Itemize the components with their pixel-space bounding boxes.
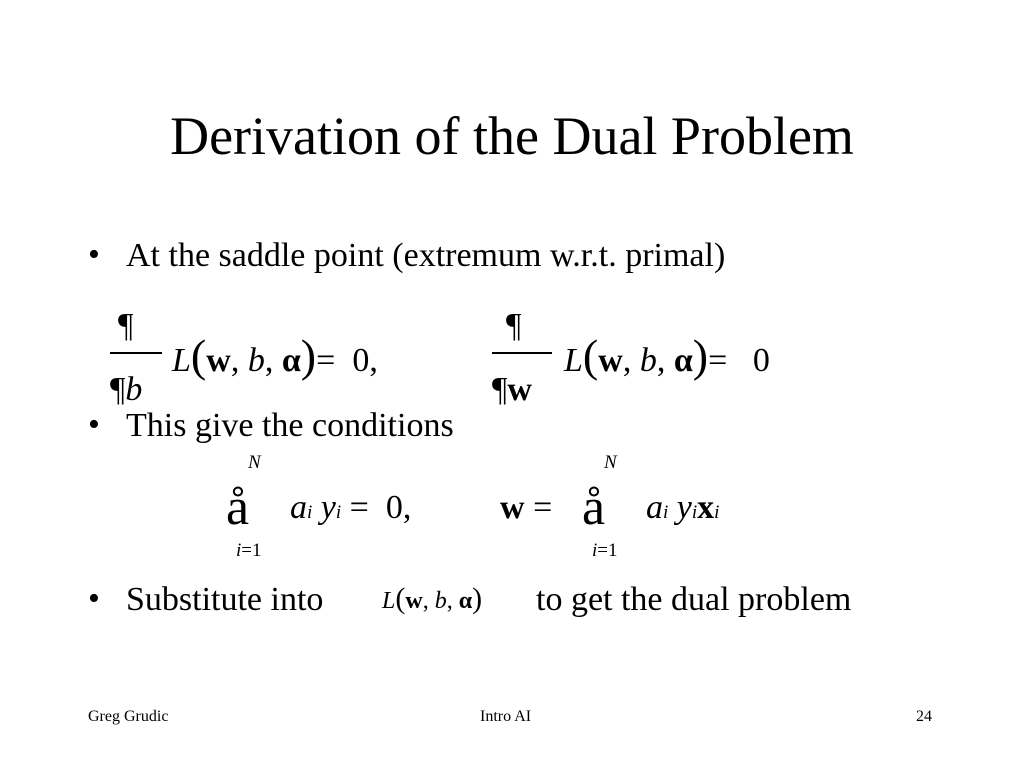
footer-author: Greg Grudic [88, 708, 169, 725]
bullet-marker: • [88, 406, 100, 443]
sum-upper-limit: N [604, 452, 617, 473]
lagrangian-expression: L(w, b, α)= 0, [172, 330, 378, 381]
footer-page-number: 24 [916, 708, 932, 725]
bullet-3-suffix: to get the dual problem [536, 581, 852, 618]
fraction-bar [492, 352, 552, 354]
sum-symbol: å [226, 479, 250, 536]
inline-lagrangian: L(w, b, α) [382, 582, 483, 615]
bullet-2-text: This give the conditions [126, 407, 454, 444]
bullet-marker: • [88, 580, 100, 617]
sum-upper-limit: N [248, 452, 261, 473]
bullet-marker: • [88, 236, 100, 273]
partial-numerator: ¶ [506, 307, 522, 344]
sum-lower-limit: i=1 [592, 540, 618, 561]
footer-course: Intro AI [480, 708, 532, 725]
bullet-1-text: At the saddle point (extremum w.r.t. primal) [126, 237, 726, 274]
fraction-bar [110, 352, 162, 354]
sum-term: ai yi = 0, [290, 489, 412, 526]
weight-vector-lhs: w = [500, 489, 553, 526]
sum-term: ai yixi [646, 489, 720, 526]
bullet-3-text: Substitute into [126, 581, 324, 618]
lagrangian-expression: L(w, b, α)= 0 [564, 330, 770, 381]
partial-denominator: ¶w [492, 371, 532, 408]
sum-symbol: å [582, 479, 606, 536]
sum-lower-limit: i=1 [236, 540, 262, 561]
slide-title: Derivation of the Dual Problem [170, 106, 854, 166]
partial-denominator: ¶b [110, 371, 143, 408]
partial-numerator: ¶ [118, 307, 134, 344]
